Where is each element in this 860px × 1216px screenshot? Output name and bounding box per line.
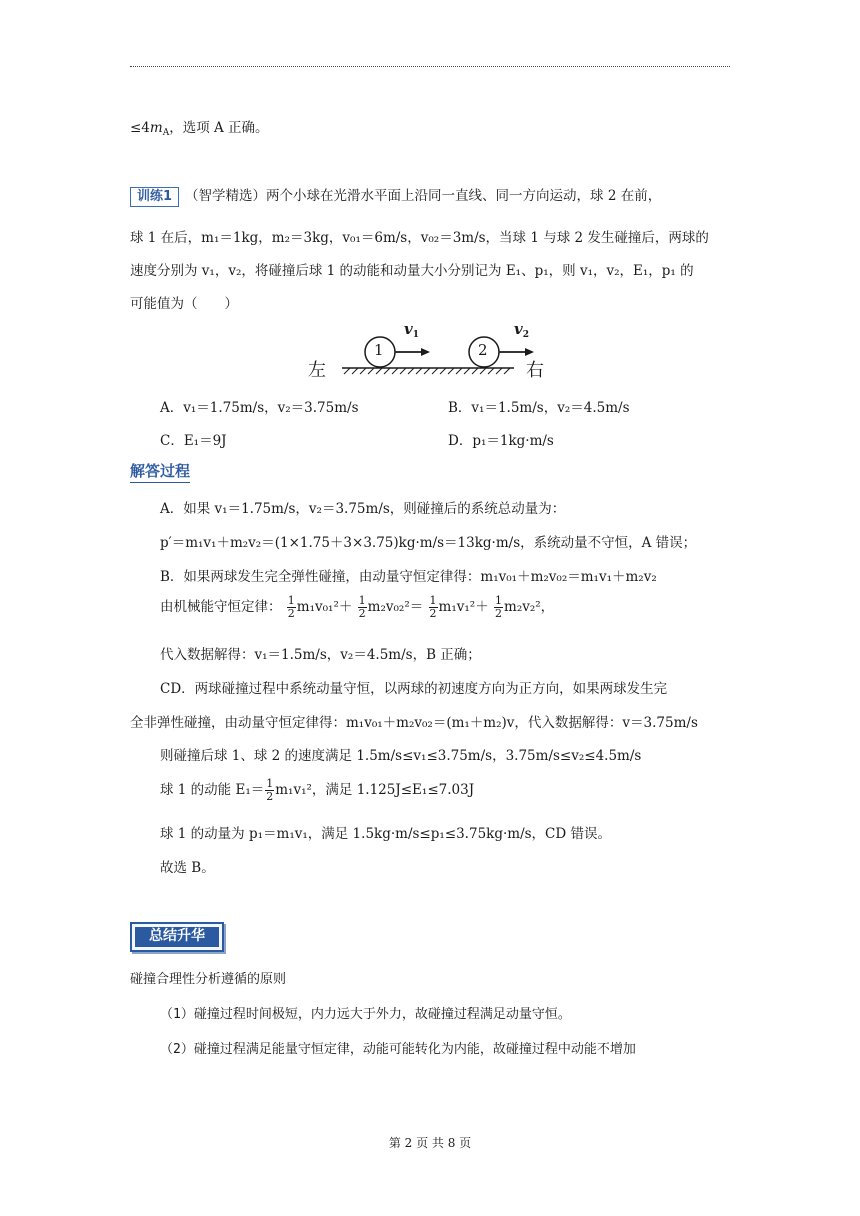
- solution-line-7: 全非弹性碰撞，由动量守恒定律得：m₁v₀₁＋m₂v₀₂＝(m₁＋m₂)v，代入数据解得：v＝3.75m/s: [130, 715, 698, 731]
- top-line: [130, 116, 269, 138]
- v1-label: $v_1$: [404, 320, 419, 340]
- v2-label: $v_2$: [514, 320, 529, 340]
- top-line-suffix: ，选项 A 正确。: [169, 120, 269, 136]
- option-b: B．v₁＝1.5m/s，v₂＝4.5m/s: [448, 400, 630, 416]
- ground-hatching: [344, 368, 510, 374]
- solution-line-3: B．如果两球发生完全弹性碰撞，由动量守恒定律得：m₁v₀₁＋m₂v₀₂＝m₁v₁＋m₂v₂: [160, 569, 657, 585]
- fraction-half-1: $\frac{1}{2}$: [287, 594, 295, 620]
- solution-line-1: A．如果 v₁＝1.75m/s，v₂＝3.75m/s，则碰撞后的系统总动量为：: [160, 501, 566, 517]
- v1-arrowhead: [421, 348, 430, 356]
- fraction-half-3: $\frac{1}{2}$: [429, 594, 437, 620]
- left-label: 左: [308, 360, 326, 381]
- fraction-half-5: $\frac{1}{2}$: [266, 777, 274, 803]
- summary-badge-label: 总结升华: [135, 927, 219, 947]
- top-line-prefix: ≤4: [130, 120, 150, 136]
- exercise-line-4: 可能值为（ ）: [130, 296, 238, 312]
- exercise-line-3: 速度分别为 v₁，v₂，将碰撞后球 1 的动能和动量大小分别记为 E₁、p₁，则 v₁，v₂，E₁，p₁ 的: [130, 263, 694, 279]
- header-divider: [130, 66, 730, 67]
- summary-badge: [130, 922, 224, 952]
- fraction-half-2: $\frac{1}{2}$: [358, 594, 366, 620]
- summary-title: 碰撞合理性分析遵循的原则: [130, 972, 287, 987]
- solution-line-6: CD．两球碰撞过程中系统动量守恒，以两球的初速度方向为正方向，如果两球发生完: [160, 681, 668, 697]
- solution-line-11: 故选 B。: [160, 860, 215, 876]
- top-line-sub: A: [162, 128, 170, 138]
- v2-arrowhead: [525, 348, 534, 356]
- exercise-text-1: （智学精选）两个小球在光滑水平面上沿同一直线、同一方向运动，球 2 在前，: [185, 188, 662, 204]
- ball-1-label: 1: [374, 341, 384, 359]
- solution-line-8: 则碰撞后球 1、球 2 的速度满足 1.5m/s≤v₁≤3.75m/s，3.75m/s≤v₂≤4.5m/s: [160, 748, 642, 764]
- fraction-half-4: $\frac{1}{2}$: [495, 594, 503, 620]
- summary-point-2: （2）碰撞过程满足能量守恒定律，动能可能转化为内能，故碰撞过程中动能不增加: [160, 1042, 636, 1057]
- solution-line-2: p′＝m₁v₁＋m₂v₂＝(1×1.75＋3×3.75)kg·m/s＝13kg·m/s，系统动量不守恒，A 错误；: [160, 535, 697, 551]
- option-a: A．v₁＝1.75m/s，v₂＝3.75m/s: [160, 400, 359, 416]
- solution-line-9: 球 1 的动能 E₁＝ $\frac{1}{2}$ m₁v₁²，满足 1.125J≤E₁≤7.03J: [160, 777, 475, 803]
- option-d: D．p₁＝1kg·m/s: [448, 433, 554, 449]
- summary-point-1: （1）碰撞过程时间极短，内力远大于外力，故碰撞过程满足动量守恒。: [160, 1007, 571, 1022]
- exercise-line-1: [130, 184, 661, 207]
- exercise-tag: 训练1: [130, 187, 179, 207]
- solution-line-5: 代入数据解得：v₁＝1.5m/s，v₂＝4.5m/s，B 正确；: [160, 647, 481, 663]
- solution-heading: 解答过程: [130, 460, 190, 483]
- right-label: 右: [526, 360, 544, 381]
- option-c: C．E₁＝9J: [160, 433, 227, 449]
- ball-2-label: 2: [478, 341, 488, 359]
- exercise-line-2: 球 1 在后，m₁＝1kg，m₂＝3kg，v₀₁＝6m/s，v₀₂＝3m/s，当球 1 与球 2 发生碰撞后，两球的: [130, 230, 709, 246]
- collision-figure: [308, 318, 558, 384]
- page-footer: 第 2 页 共 8 页: [388, 1136, 472, 1150]
- solution-line-10: 球 1 的动量为 p₁＝m₁v₁，满足 1.5kg·m/s≤p₁≤3.75kg·m/s，CD 错误。: [160, 826, 611, 842]
- solution-line-4: 由机械能守恒定律： $\frac{1}{2}$ m₁v₀₁²＋ $\frac{1}{2}$ m₂v₀₂²＝ $\frac{1}{2}$ m₁v₁²＋ $\frac{1}{2}$ m₂v₂²，: [160, 594, 555, 620]
- top-line-var: m: [149, 120, 163, 136]
